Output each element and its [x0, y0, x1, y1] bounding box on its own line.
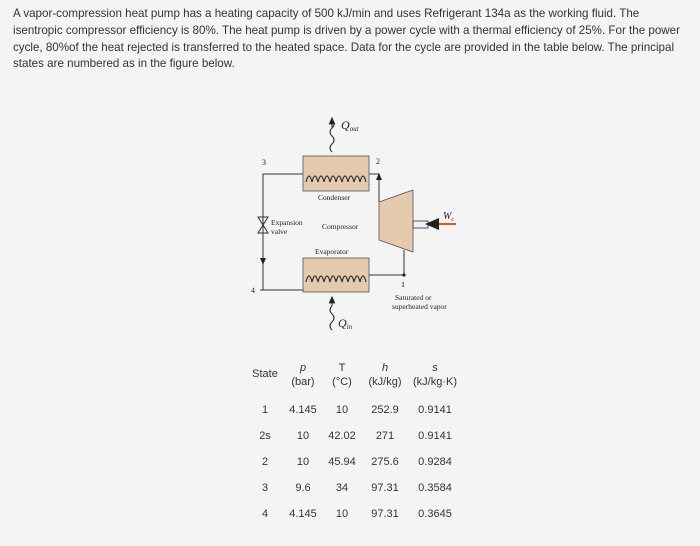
header-state: State: [252, 368, 278, 380]
q-in-label: Qin: [338, 316, 353, 331]
row-4-h: 97.31: [371, 508, 399, 520]
header-p-symbol: p: [299, 362, 307, 374]
row-1-t: 10: [335, 404, 349, 416]
line-2: [369, 174, 379, 202]
header-s-unit: (kJ/kg·K): [413, 376, 457, 388]
row-2s-s: 0.9141: [418, 430, 452, 442]
header-p-unit: (bar): [291, 376, 315, 388]
row-2s-state: 2s: [259, 430, 271, 442]
line-1: [369, 250, 404, 275]
state-4-label: 4: [251, 286, 255, 295]
row-3-t: 34: [335, 482, 349, 494]
row-1-state: 1: [261, 404, 269, 416]
row-3-state: 3: [261, 482, 269, 494]
expansion-label-2: valve: [271, 227, 288, 236]
condenser-label: Condenser: [318, 193, 351, 202]
saturated-label-1: Saturated or: [395, 293, 432, 302]
evaporator-label: Evaporator: [315, 247, 349, 256]
row-2s-t: 42.02: [328, 430, 356, 442]
wc-label: $W_c$: [443, 211, 455, 223]
header-h-symbol: h: [381, 362, 389, 374]
condenser-box: [303, 156, 369, 191]
row-2-state: 2: [261, 456, 269, 468]
evaporator-box: [303, 258, 369, 292]
header-h-unit: (kJ/kg): [368, 376, 402, 388]
header-s-symbol: s: [432, 362, 438, 374]
state-3-label: 3: [262, 158, 266, 167]
header-t-symbol: T: [338, 362, 346, 374]
row-4-state: 4: [261, 508, 269, 520]
q-out-label: Qout: [341, 118, 359, 133]
row-4-t: 10: [335, 508, 349, 520]
saturated-label-2: superheated vapor: [392, 302, 447, 311]
row-1-h: 252.9: [371, 404, 399, 416]
expansion-label-1: Expansion: [271, 218, 303, 227]
row-2-h: 275.6: [371, 456, 399, 468]
row-2-s: 0.9284: [418, 456, 452, 468]
q-out-arrow: [330, 120, 334, 152]
compressor-shaft: [413, 221, 428, 228]
row-3-p: 9.6: [295, 482, 311, 494]
row-2-p: 10: [296, 456, 310, 468]
state-1-dot: [402, 273, 405, 276]
problem-statement: A vapor-compression heat pump has a heating capacity of 500 kJ/min and uses Refrigerant 134a as the working fluid. The isentropic compressor efficiency is 80%. The heat pump is driven by a power cycle with a thermal efficiency of 25%. For the power cycle, 80%of the heat rejected is transferred to the heated space. Data for the cycle are provided in the table below. The principal states are numbered as in the figure below.: [13, 7, 680, 71]
row-2s-p: 10: [296, 430, 310, 442]
row-3-s: 0.3584: [418, 482, 452, 494]
state-2-label: 2: [376, 157, 380, 166]
row-2s-h: 271: [375, 430, 395, 442]
row-4-s: 0.3645: [418, 508, 452, 520]
compressor: [379, 190, 413, 252]
row-1-s: 0.9141: [418, 404, 452, 416]
q-in-arrow: [330, 299, 334, 330]
header-t-unit: (°C): [332, 376, 352, 388]
state-1-label: 1: [401, 280, 405, 289]
row-3-h: 97.31: [371, 482, 399, 494]
row-1-p: 4.145: [289, 404, 317, 416]
row-4-p: 4.145: [289, 508, 317, 520]
row-2-t: 45.94: [328, 456, 356, 468]
compressor-label: Compressor: [322, 222, 359, 231]
